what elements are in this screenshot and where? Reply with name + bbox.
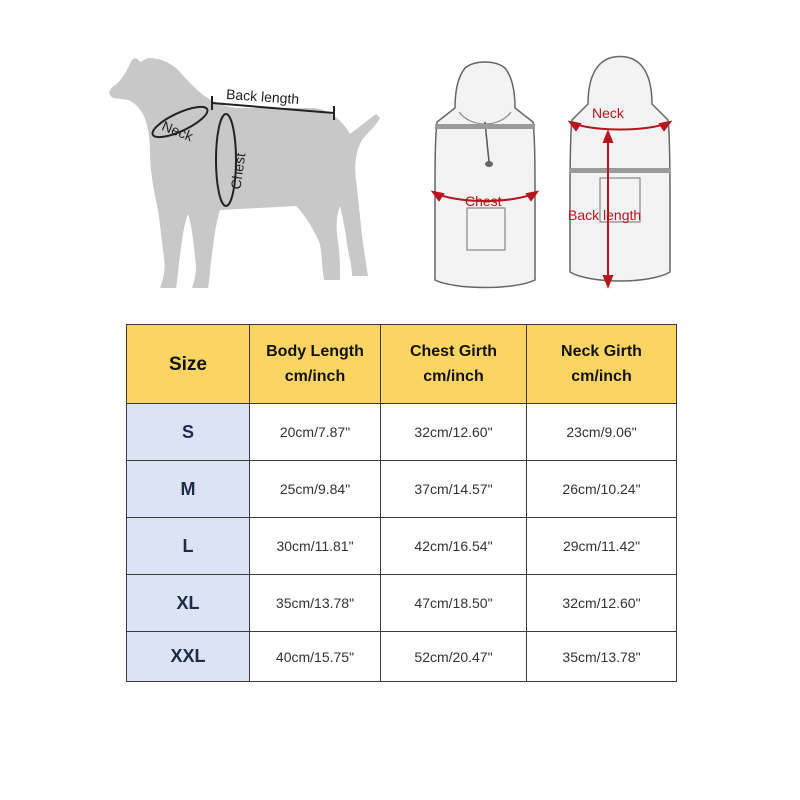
size-cell: M xyxy=(127,461,250,518)
body-length-cell: 35cm/13.78" xyxy=(250,575,381,632)
coat-front-toggle xyxy=(485,161,493,167)
table-row xyxy=(127,461,677,518)
header-neck-girth xyxy=(527,325,677,404)
header-neck-girth-line1: Neck Girth xyxy=(561,343,642,360)
measurement-illustrations xyxy=(0,0,800,310)
header-chest-girth-line1: Chest Girth xyxy=(409,343,498,360)
size-cell: S xyxy=(127,404,250,461)
header-chest-girth-line2: cm/inch xyxy=(423,368,484,385)
coat-back-reflective-strip xyxy=(570,168,670,173)
dog-chest-label: Chest xyxy=(227,151,249,191)
dog-neck-label: Neck xyxy=(159,117,196,145)
header-body-length xyxy=(250,325,381,404)
neck-girth-cell: 23cm/9.06" xyxy=(527,404,677,461)
dog-measurement-diagram xyxy=(100,10,380,310)
header-body-length-line1: Body Length xyxy=(266,343,364,360)
neck-girth-cell: 26cm/10.24" xyxy=(527,461,677,518)
coat-back-diagram xyxy=(560,50,680,290)
chest-girth-cell: 42cm/16.54" xyxy=(381,518,527,575)
header-body-length-line2: cm/inch xyxy=(284,368,346,385)
size-cell: XXL xyxy=(127,632,250,682)
chest-girth-cell: 37cm/14.57" xyxy=(381,461,527,518)
coat-front-reflective-strip xyxy=(435,124,535,129)
header-size xyxy=(127,325,250,404)
dog-back-length-label: Back length xyxy=(225,85,300,108)
table-row xyxy=(127,404,677,461)
size-cell: XL xyxy=(127,575,250,632)
coat-back-length-label: Back length xyxy=(568,207,642,223)
coat-front-outline xyxy=(435,62,535,288)
coat-chest-label: Chest xyxy=(465,193,502,209)
size-cell: L xyxy=(127,518,250,575)
coat-neck-label: Neck xyxy=(592,105,624,121)
header-neck-girth-line2: cm/inch xyxy=(571,368,632,385)
body-length-cell: 20cm/7.87" xyxy=(250,404,381,461)
chest-girth-cell: 52cm/20.47" xyxy=(381,632,527,682)
coat-front-diagram xyxy=(425,58,545,298)
size-table-header-row xyxy=(127,325,677,404)
size-chart-table xyxy=(126,324,677,682)
chest-girth-cell: 32cm/12.60" xyxy=(381,404,527,461)
header-size-label: Size xyxy=(168,353,208,375)
body-length-cell: 40cm/15.75" xyxy=(250,632,381,682)
neck-girth-cell: 32cm/12.60" xyxy=(527,575,677,632)
table-row xyxy=(127,575,677,632)
table-row xyxy=(127,518,677,575)
body-length-cell: 30cm/11.81" xyxy=(250,518,381,575)
chest-girth-cell: 47cm/18.50" xyxy=(381,575,527,632)
neck-girth-cell: 35cm/13.78" xyxy=(527,632,677,682)
neck-girth-cell: 29cm/11.42" xyxy=(527,518,677,575)
header-chest-girth xyxy=(381,325,527,404)
body-length-cell: 25cm/9.84" xyxy=(250,461,381,518)
table-row xyxy=(127,632,677,682)
